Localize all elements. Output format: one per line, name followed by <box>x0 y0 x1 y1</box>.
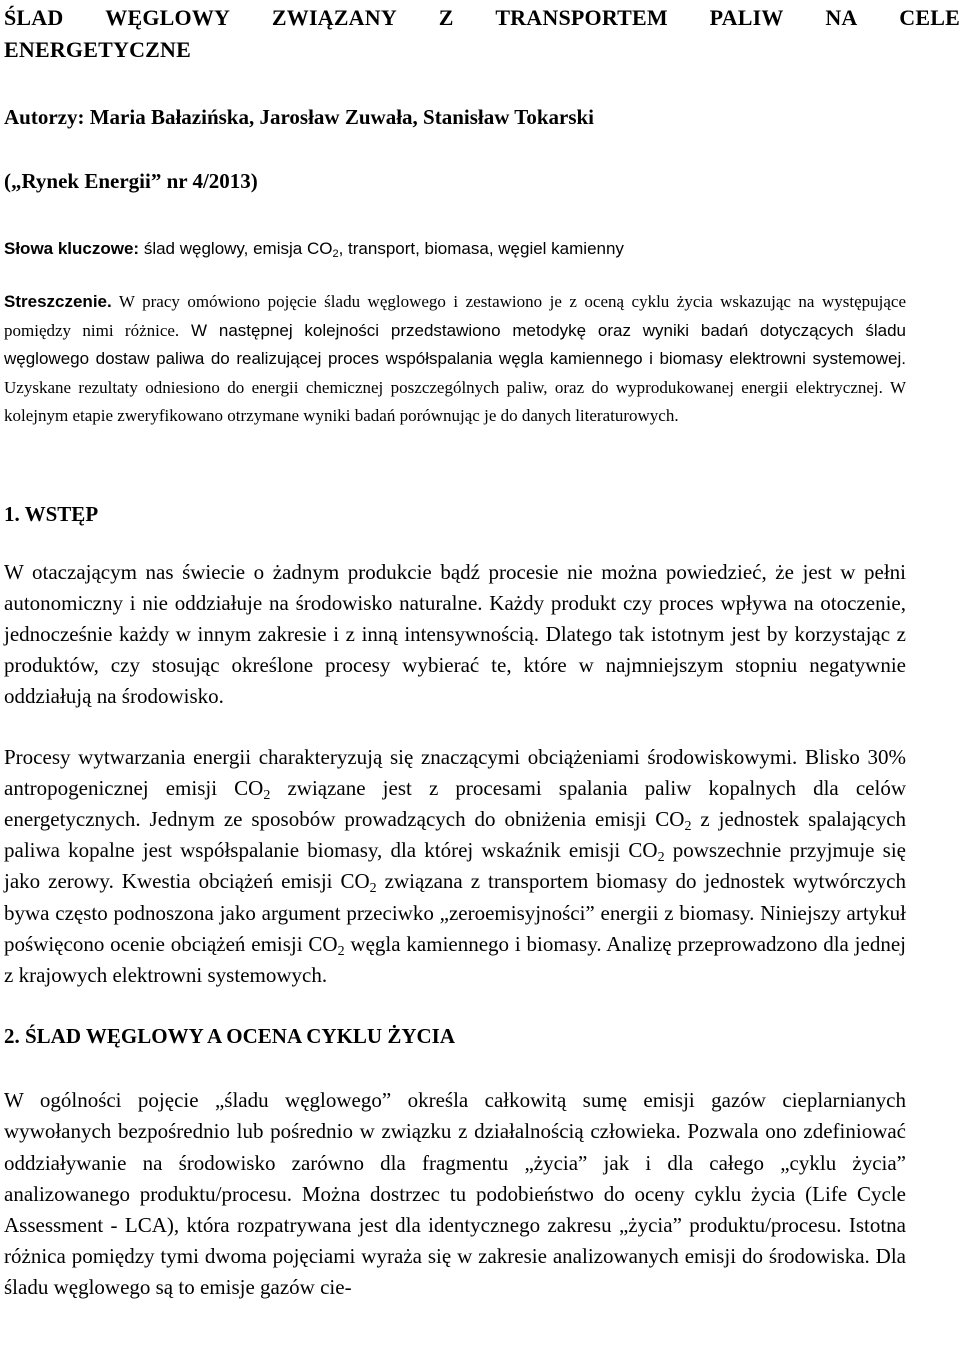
para-text: z jednostek spalających paliwa kopalne jest współspalanie biomasy, dla której wskaźnik emisji CO <box>4 806 907 863</box>
co2-subscript: 2 <box>263 787 271 803</box>
title-word: NA <box>825 5 858 30</box>
para-text: powszechnie przyjmuje się jako zerowy. Kwestia obciążeń emisji CO <box>4 838 906 894</box>
title-word: TRANSPORTEM <box>495 5 668 30</box>
title-word: Z <box>438 5 454 30</box>
abstract-label: Streszczenie. <box>4 292 112 311</box>
para-text: związane jest z procesami spalania paliw kopalnych dla celów energetycznych. Jednym ze sposobów prowadzących do obniżenia emisji CO <box>4 775 906 831</box>
title-word: WĘGLOWY <box>105 5 231 30</box>
title-line-1 <box>4 2 960 34</box>
section2-paragraph-1: W ogólności pojęcie „śladu węglowego” określa całkowitą sumę emisji gazów cieplarnianych wywołanych bezpośrednio lub pośrednio w związku z działalnością człowieka. Pozwala ono zdefiniować oddziaływanie na środowisko zarówno dla fragmentu „życia” jak i dla całego „cyklu życia” analizowanego produktu/procesu. Można dostrzec tu podobieństwo do oceny cyklu życia (Life Cycle Assessment - LCA), która rozpatrywana jest dla identycznego zakresu „życia” produktu/procesu. Istotna różnica pomiędzy tymi dwoma pojęciami wyraża się w zakresie analizowanych emisji do środowiska. Dla śladu węglowego są to emisje gazów cie- <box>4 1088 906 1300</box>
keywords-text-1: ślad węglowy, emisja CO <box>139 239 333 258</box>
para-text: węgla kamiennego i biomasy. Analizę przeprowadzono dla jednej z krajowych elektrowni systemowych. <box>4 931 906 987</box>
co2-subscript: 2 <box>369 881 377 897</box>
abstract-text-3: Uzyskane rezultaty odniesiono do energii chemicznej poszczególnych paliw, oraz do wyprodukowanej energii elektrycznej. W kolejnym etapie zweryfikowano otrzymane wyniki badań porównując je do danych literaturowych. <box>4 377 906 425</box>
section-heading-1: 1. WSTĘP <box>4 501 99 526</box>
paper-title <box>4 0 960 66</box>
title-word: ŚLAD <box>4 5 64 30</box>
abstract <box>4 288 906 431</box>
co2-subscript: 2 <box>657 850 665 866</box>
section-heading-2: 2. ŚLAD WĘGLOWY A OCENA CYKLU ŻYCIA <box>4 1024 455 1049</box>
document-page <box>4 0 960 1371</box>
abstract-text-2: W następnej kolejności przedstawiono metodykę oraz wyniki badań dotyczących śladu węglowego dostaw paliwa do realizującej proces współspalania węgla kamiennego i biomasy elektrowni systemowej. <box>4 320 906 368</box>
para-text: związana z transportem biomasy do jednostek wytwórczych bywa często podnoszona jako argument przeciwko „zeroemisyjności” energii z biomasy. Niniejszy artykuł poświęcono ocenie obciążeń emisji CO <box>4 869 907 956</box>
co2-subscript: 2 <box>684 818 692 834</box>
source-citation: („Rynek Energii” nr 4/2013) <box>4 169 258 193</box>
keywords-label: Słowa kluczowe: <box>4 239 140 258</box>
title-word: ZWIĄZANY <box>271 5 397 30</box>
keywords-subscript: 2 <box>332 248 339 260</box>
co2-subscript: 2 <box>337 943 345 959</box>
authors: Autorzy: Maria Bałazińska, Jarosław Zuwała, Stanisław Tokarski <box>4 105 595 129</box>
keywords <box>4 236 904 262</box>
title-word: CELE <box>899 5 960 30</box>
section1-paragraph-1: W otaczającym nas świecie o żadnym produkcie bądź procesie nie można powiedzieć, że jest w pełni autonomiczny i nie oddziałuje na środowisko naturalne. Każdy produkt czy proces wpływa na otoczenie, jednocześnie każdy w innym zakresie i z inną intensywnością. Dlatego tak istotnym jest by korzystając z produktów, czy stosując określone procesy wybierać te, które w najmniejszym stopniu negatywnie oddziałują na środowisko. <box>4 559 906 709</box>
title-word: PALIW <box>709 5 784 30</box>
para-text: Procesy wytwarzania energii charakteryzują się znaczącymi obciążeniami środowiskowymi. Blisko 30% antropogenicznej emisji CO <box>4 744 906 800</box>
abstract-text-1: W pracy omówiono pojęcie śladu węglowego i zestawiono je z oceną cyklu życia wskazując na występujące pomiędzy nimi różnice. <box>4 292 906 340</box>
keywords-text-2: , transport, biomasa, węgiel kamienny <box>338 239 624 258</box>
title-line-2: ENERGETYCZNE <box>4 37 191 62</box>
section1-paragraph-2 <box>4 742 906 992</box>
